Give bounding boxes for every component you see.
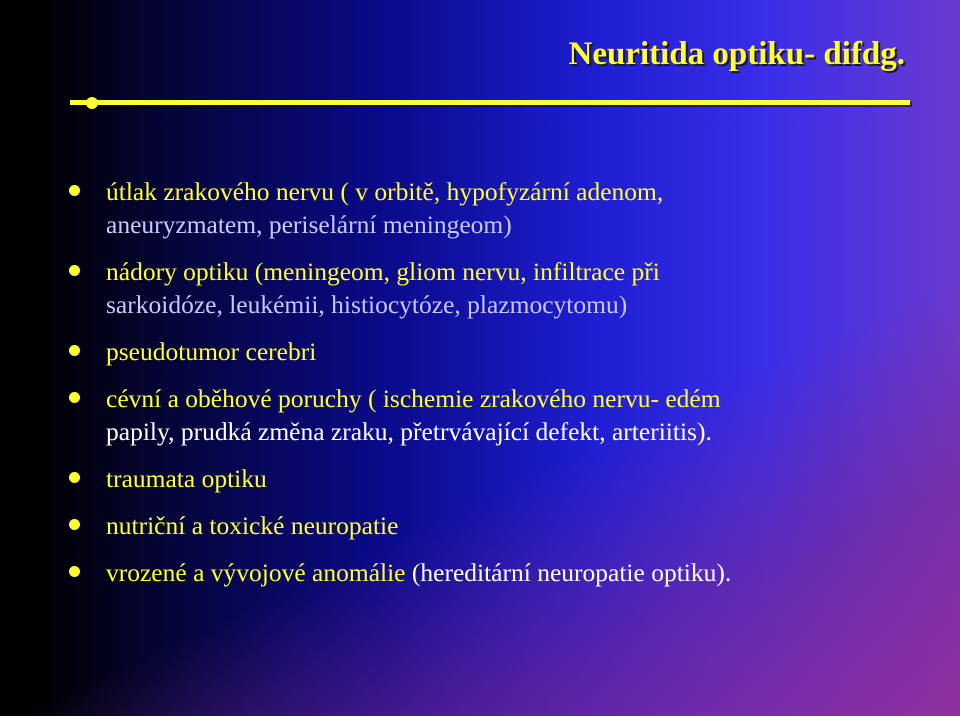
bullet-item-vascular-disorders bbox=[0, 382, 960, 448]
bullet-dot-icon bbox=[69, 519, 80, 530]
bullet-line: nutriční a toxické neuropatie bbox=[106, 511, 399, 540]
bullet-dot-icon bbox=[69, 345, 80, 356]
bullet-item-trauma bbox=[0, 462, 960, 495]
bullet-item-toxic-neuropathy bbox=[0, 509, 960, 542]
bullet-segment: (hereditární neuropatie optiku). bbox=[405, 558, 732, 587]
title-underline bbox=[70, 100, 910, 105]
bullet-dot-icon bbox=[69, 392, 80, 403]
bullet-dot-icon bbox=[69, 265, 80, 276]
bullet-line: papily, prudká změna zraku, přetrvávající defekt, arteriitis). bbox=[106, 417, 712, 446]
bullet-item-optic-tumors bbox=[0, 255, 960, 321]
bullet-line: sarkoidóze, leukémii, histiocytóze, plazmocytomu) bbox=[106, 290, 628, 319]
bullet-line: nádory optiku (meningeom, gliom nervu, infiltrace při bbox=[106, 257, 660, 286]
bullet-item-orbital-compression bbox=[0, 175, 960, 241]
slide-title: Neuritida optiku- difdg. bbox=[568, 36, 905, 72]
bullet-segment: vrozené a vývojové anomálie bbox=[106, 558, 406, 587]
bullet-dot-icon bbox=[69, 566, 80, 577]
bullet-item-congenital-anomalies bbox=[0, 556, 960, 589]
bullet-line: traumata optiku bbox=[106, 464, 267, 493]
bullet-line: pseudotumor cerebri bbox=[106, 337, 317, 366]
bullet-item-pseudotumor bbox=[0, 335, 960, 368]
bullet-dot-icon bbox=[69, 472, 80, 483]
bullet-line: cévní a oběhové poruchy ( ischemie zrakového nervu- edém bbox=[106, 384, 721, 413]
bullet-list bbox=[0, 175, 960, 603]
bullet-line: útlak zrakového nervu ( v orbitě, hypofyzární adenom, bbox=[106, 177, 664, 206]
bullet-line: aneuryzmatem, periselární meningeom) bbox=[106, 210, 512, 239]
title-underline-dot bbox=[86, 97, 98, 109]
bullet-dot-icon bbox=[69, 185, 80, 196]
